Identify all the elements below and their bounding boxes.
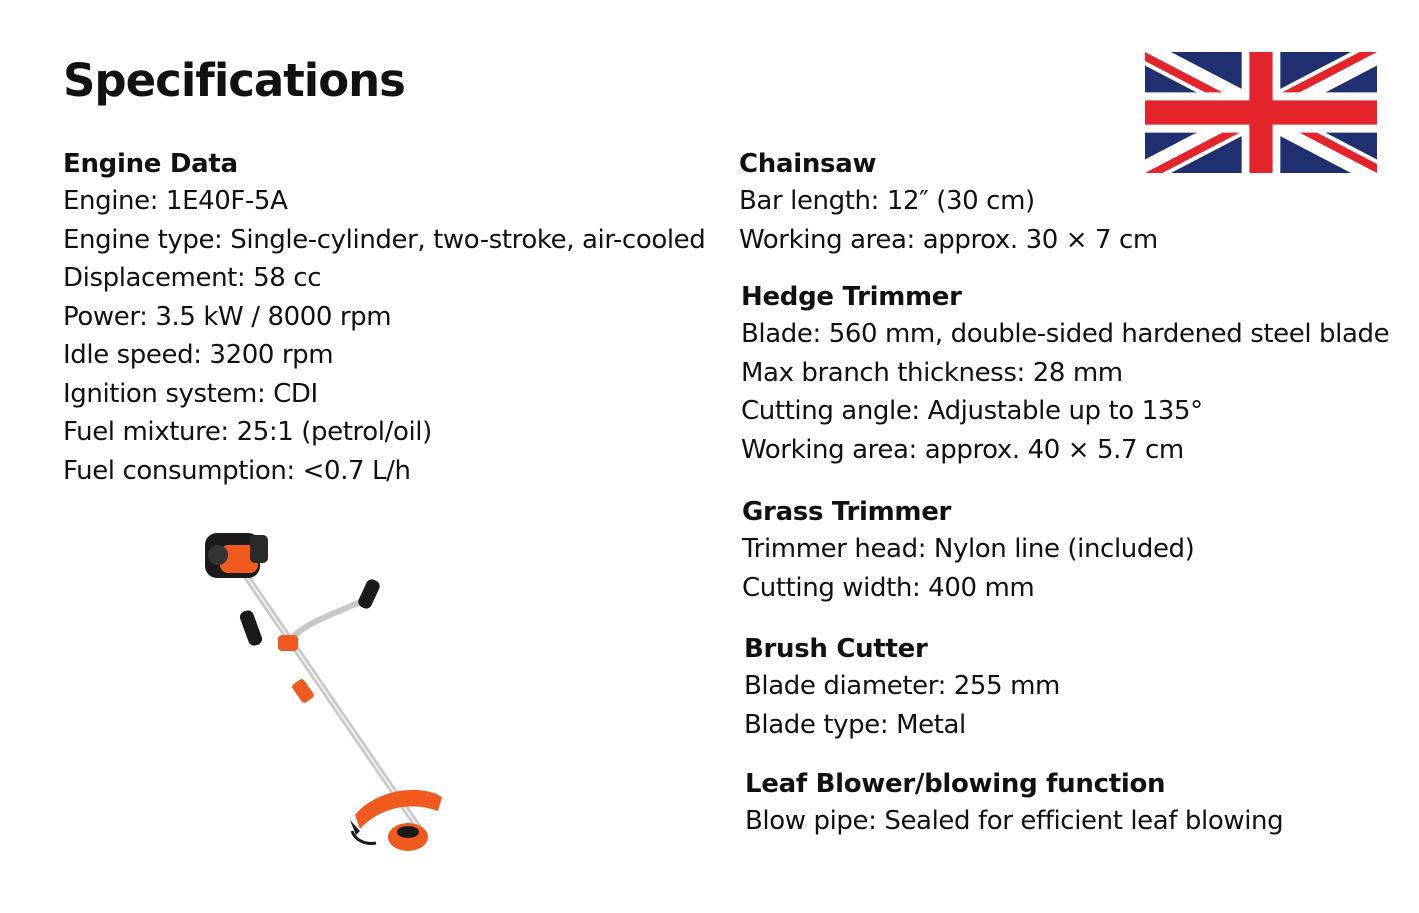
chainsaw-section — [739, 146, 1158, 259]
spec-line: Working area: approx. 40 × 5.7 cm — [741, 434, 1184, 465]
grass-trimmer-section — [742, 494, 1194, 607]
leaf-blower-section — [745, 766, 1283, 841]
section-heading: Leaf Blower/blowing function — [745, 769, 1166, 799]
spec-line: Engine: 1E40F-5A — [63, 186, 288, 216]
brush-cutter-section — [744, 631, 1060, 744]
spec-line: Power: 3.5 kW / 8000 rpm — [63, 301, 392, 332]
spec-line: Fuel mixture: 25:1 (petrol/oil) — [63, 417, 432, 447]
spec-line: Max branch thickness: 28 mm — [741, 357, 1123, 388]
spec-line: Blade diameter: 255 mm — [744, 671, 1060, 701]
spec-line: Displacement: 58 cc — [63, 263, 322, 293]
engine-data-section — [63, 146, 705, 490]
section-heading: Chainsaw — [739, 149, 877, 179]
page-title: Specifications — [63, 54, 405, 107]
uk-flag-icon — [1145, 52, 1377, 173]
spec-line: Cutting width: 400 mm — [742, 572, 1035, 603]
spec-line: Engine type: Single-cylinder, two-stroke, air-cooled — [63, 224, 706, 255]
spec-line: Idle speed: 3200 rpm — [63, 340, 334, 370]
spec-line: Cutting angle: Adjustable up to 135° — [741, 396, 1203, 426]
spec-line: Working area: approx. 30 × 7 cm — [739, 224, 1158, 255]
brush-cutter-image — [180, 515, 460, 860]
spec-line: Ignition system: CDI — [63, 378, 318, 409]
spec-line: Blade: 560 mm, double-sided hardened steel blade — [741, 319, 1390, 349]
section-heading: Grass Trimmer — [742, 497, 952, 527]
spec-line: Blade type: Metal — [744, 709, 966, 740]
spec-line: Blow pipe: Sealed for efficient leaf blowing — [745, 806, 1284, 836]
hedge-trimmer-section — [741, 279, 1389, 469]
section-heading: Brush Cutter — [744, 634, 928, 664]
spec-line: Fuel consumption: <0.7 L/h — [63, 455, 411, 486]
spec-line: Trimmer head: Nylon line (included) — [742, 534, 1195, 564]
section-heading: Engine Data — [63, 149, 238, 179]
section-heading: Hedge Trimmer — [741, 282, 962, 312]
spec-line: Bar length: 12″ (30 cm) — [739, 186, 1035, 216]
